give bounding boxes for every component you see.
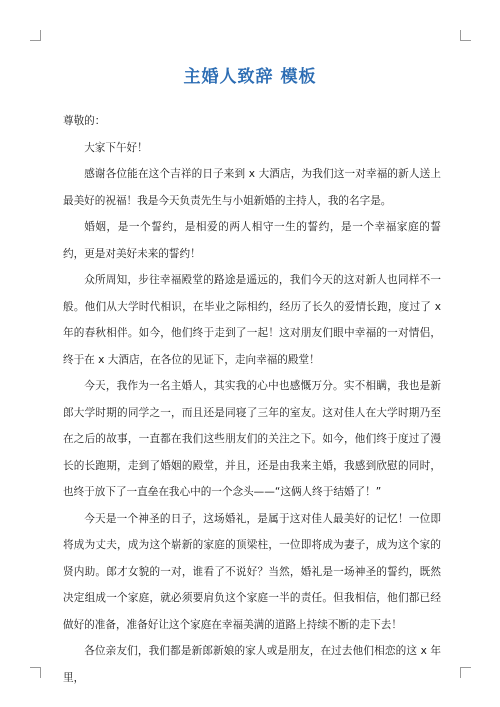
document-title: 主婚人致辞 模板	[183, 67, 317, 87]
corner-mark-top-right	[460, 30, 471, 41]
greeting: 大家下午好！	[84, 141, 148, 154]
paragraph: 今天是一个神圣的日子，这场婚礼，是属于这对佳人最美好的记忆！一位即将成为丈夫，成为这个崭新的家庭的顶梁柱，一位即将成为妻子，成为这个家的贤内助。郎才女貌的一对，谁看了不说好？当然，婚礼是一场神圣的誓约，既然决定组成一个家庭，就必须要肩负这个家庭一半的责任。但我相信，他们都已经做好的准备，准备好让这个家庭在幸福美满的道路上持续不断的走下去！	[63, 512, 441, 631]
paragraph: 感谢各位能在这个吉祥的日子来到 x 大酒店，为我们这一对幸福的新人送上最美好的祝福！我是今天负责先生与小姐新婚的主持人，我的名字是。	[63, 168, 441, 207]
salutation: 尊敬的：	[63, 115, 106, 127]
paragraph: 婚姻，是一个誓约，是相爱的两人相守一生的誓约，是一个幸福家庭的誓约，更是对美好未来的誓约！	[63, 221, 441, 260]
paragraph: 今天，我作为一名主婚人，其实我的心中也感慨万分。实不相瞒，我也是新郎大学时期的同学之一，而且还是同寝了三年的室友。这对佳人在大学时期乃至在之后的故事，一直都在我们这些朋友们的关注之下。如今，他们终于度过了漫长的长跑期，走到了婚姻的殿堂，并且，还是由我来主婚，我感到欣慰的同时，也终于放下了一直垒在我心中的一个念头——“这俩人终于结婚了！”	[63, 380, 441, 498]
corner-mark-bottom-left	[30, 667, 41, 678]
document-body	[63, 108, 441, 691]
paragraph: 各位亲友们，我们都是新郎新娘的家人或是朋友，在过去他们相恋的这 x 年里，	[63, 645, 441, 684]
corner-mark-bottom-right	[460, 667, 471, 678]
corner-mark-top-left	[30, 30, 41, 41]
paragraph: 众所周知，步往幸福殿堂的路途是遥远的，我们今天的这对新人也同样不一般。他们从大学时代相识，在毕业之际相约，经历了长久的爱情长跑，度过了 x 年的春秋相伴。如今，他们终于走到了一起！这对朋友们眼中幸福的一对情侣，终于在 x 大酒店，在各位的见证下，走向幸福的殿堂！	[63, 274, 441, 366]
